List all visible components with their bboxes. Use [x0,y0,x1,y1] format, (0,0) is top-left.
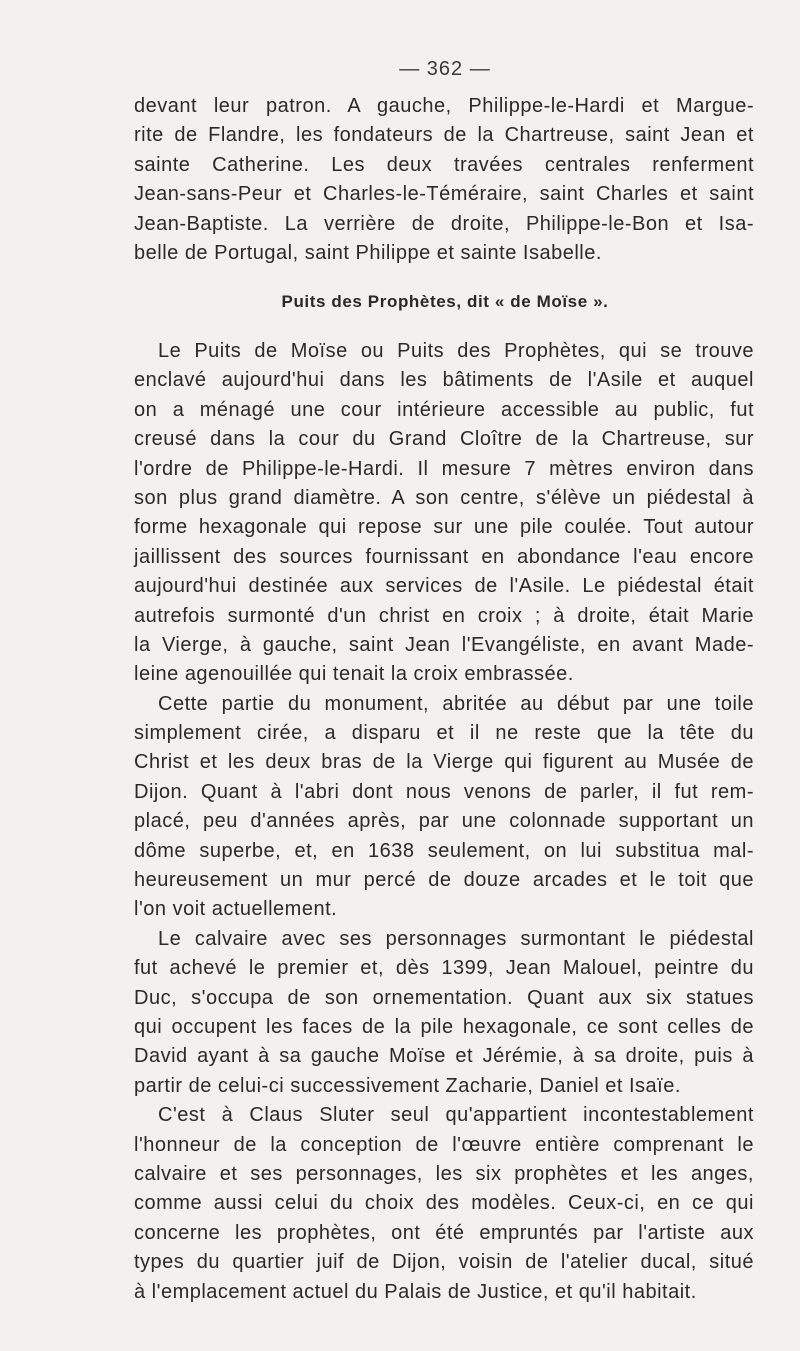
text-line: son plus grand diamètre. A son centre, s'élève un piédestal à [134,486,754,509]
text-line: belle de Portugal, saint Philippe et sainte Isabelle. [134,241,602,264]
text-line: dôme superbe, et, en 1638 seulement, on lui substitua mal- [134,839,754,862]
text-line: forme hexagonale qui repose sur une pile coulée. Tout autour [134,516,754,539]
text-line: calvaire et ses personnages, les six prophètes et les anges, [134,1162,754,1185]
text-line: à l'emplacement actuel du Palais de Justice, et qu'il habitait. [134,1280,697,1303]
text-line: C'est à Claus Sluter seul qu'appartient incontestablement [158,1104,754,1127]
text-line: David ayant à sa gauche Moïse et Jérémie, à sa droite, puis à [134,1045,754,1068]
text-line: simplement cirée, a disparu et il ne reste que la tête du [134,722,754,745]
text-line: fut achevé le premier et, dès 1399, Jean Malouel, peintre du [134,957,754,980]
text-line: types du quartier juif de Dijon, voisin de l'atelier ducal, situé [134,1251,754,1274]
text-line: Duc, s'occupa de son ornementation. Quant aux six statues [134,986,754,1009]
text-line: Le Puits de Moïse ou Puits des Prophètes, qui se trouve [158,340,754,362]
text-line: jaillissent des sources fournissant en abondance l'eau encore [134,545,754,568]
text-line: creusé dans la cour du Grand Cloître de la Chartreuse, sur [134,428,754,451]
text-line: la Vierge, à gauche, saint Jean l'Evangéliste, en avant Made- [134,633,754,656]
text-line: sainte Catherine. Les deux travées centrales renferment [134,153,754,176]
text-line: devant leur patron. A gauche, Philippe-le-Hardi et Margue- [134,95,754,117]
text-line: Jean-sans-Peur et Charles-le-Téméraire, saint Charles et saint [134,183,754,206]
text-line: l'honneur de la conception de l'œuvre entière comprenant le [134,1133,754,1156]
text-line: Le calvaire avec ses personnages surmontant le piédestal [158,927,754,950]
text-line: heureusement un mur percé de douze arcades et le toit que [134,869,754,892]
text-line: Cette partie du monument, abritée au début par une toile [158,692,754,715]
text-line: comme aussi celui du choix des modèles. Ceux-ci, en ce qui [134,1192,754,1215]
page-number: — 362 — [399,58,491,80]
text-line: Jean-Baptiste. La verrière de droite, Philippe-le-Bon et Isa- [134,212,754,235]
text-line: Christ et les deux bras de la Vierge qui figurent au Musée de [134,751,754,774]
text-line: leine agenouillée qui tenait la croix embrassée. [134,663,574,686]
text-line: partir de celui-ci successivement Zacharie, Daniel et Isaïe. [134,1074,681,1097]
text-line: l'on voit actuellement. [134,898,338,921]
text-line: Dijon. Quant à l'abri dont nous venons de parler, il fut rem- [134,780,754,803]
text-line: on a ménagé une cour intérieure accessible au public, fut [134,398,754,421]
text-line: concerne les prophètes, ont été empruntés par l'artiste aux [134,1221,754,1244]
text-line: rite de Flandre, les fondateurs de la Chartreuse, saint Jean et [134,124,754,147]
text-line: enclavé aujourd'hui dans les bâtiments de l'Asile et auquel [134,369,754,392]
text-line: aujourd'hui destinée aux services de l'Asile. Le piédestal était [134,575,754,598]
text-line: autrefois surmonté d'un christ en croix ; à droite, était Marie [134,604,754,627]
text-line: qui occupent les faces de la pile hexagonale, ce sont celles de [134,1015,754,1038]
paragraph-puits-de-moise [134,337,754,1307]
section-heading: Puits des Prophètes, dit « de Moïse ». [281,292,609,311]
text-line: l'ordre de Philippe-le-Hardi. Il mesure 7 mètres environ dans [134,457,754,480]
intro-paragraph [134,92,754,268]
text-line: placé, peu d'années après, par une colonnade supportant un [134,810,754,833]
